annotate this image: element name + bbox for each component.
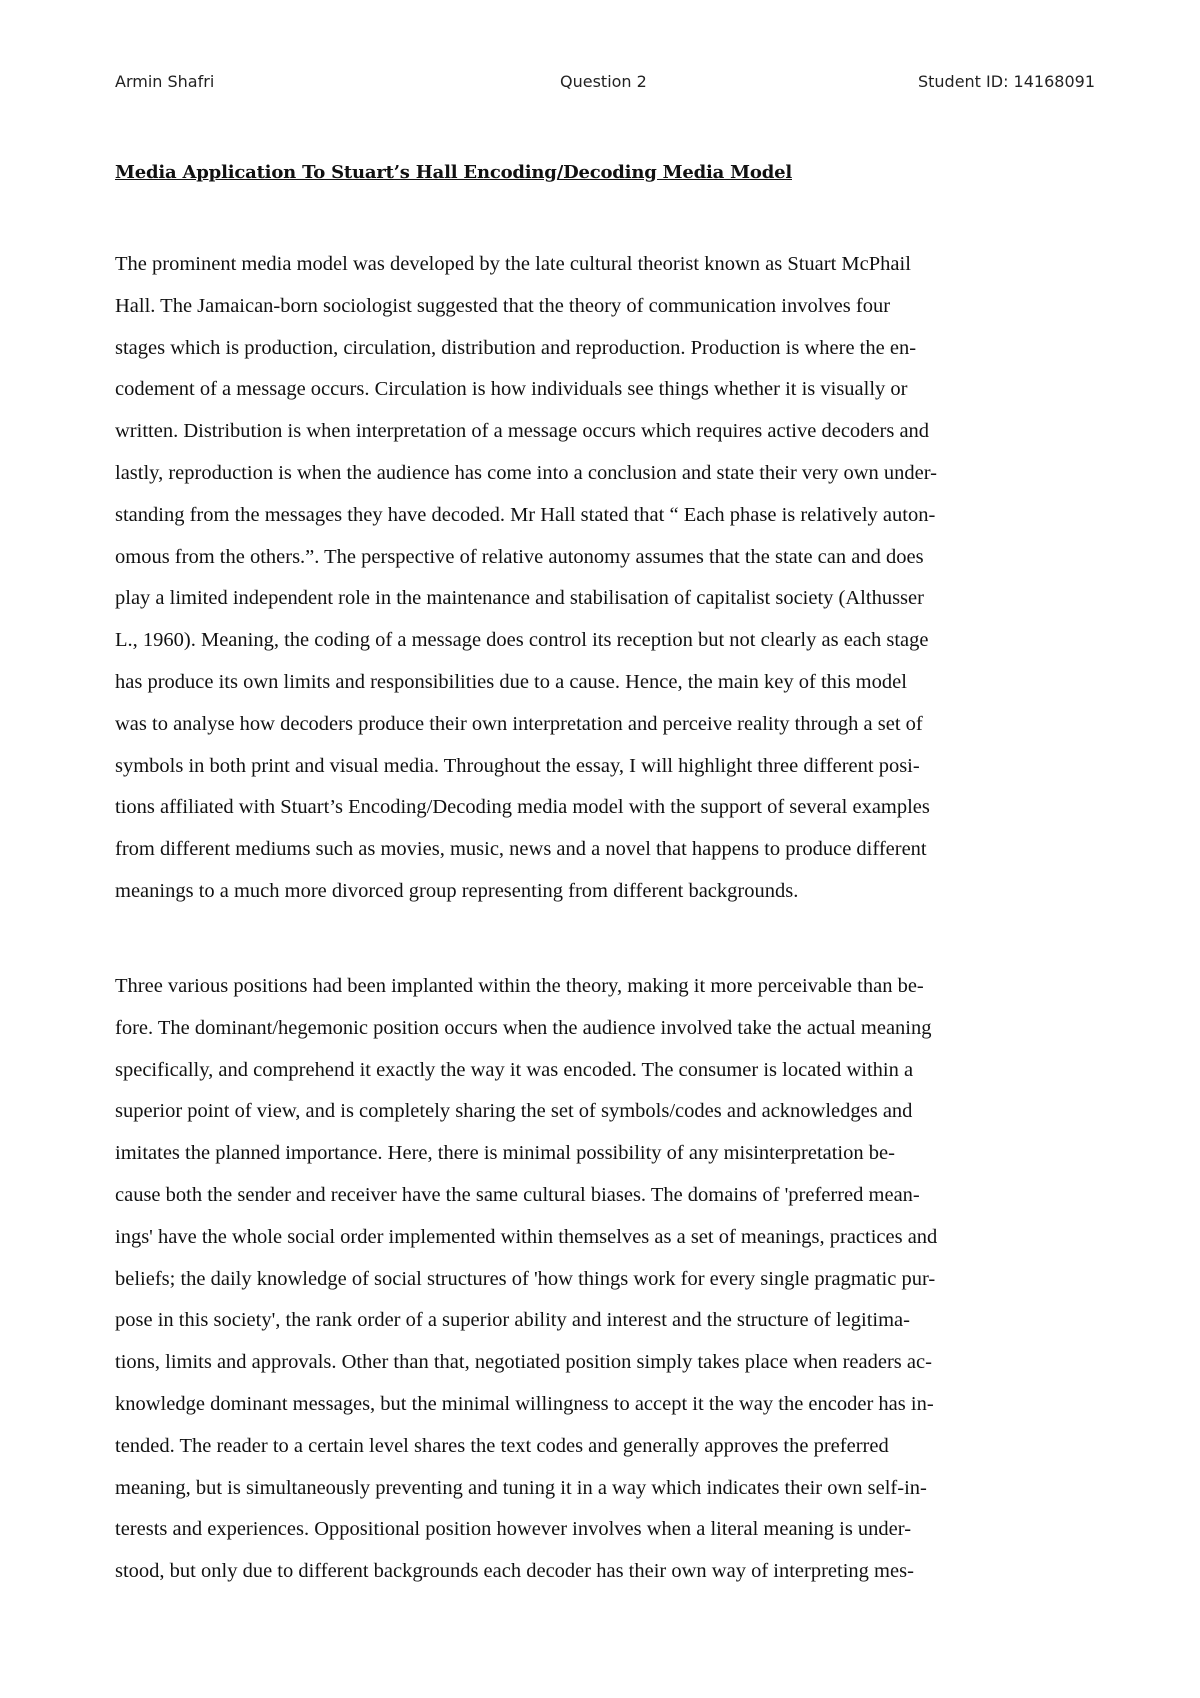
paragraph-2 <box>115 966 1115 1593</box>
page-header <box>115 72 1095 96</box>
paragraph-line: was to analyse how decoders produce their own interpretation and perceive reality through a set of <box>115 712 923 735</box>
header-question: Question 2 <box>560 72 647 91</box>
paragraph-line: pose in this society', the rank order of a superior ability and interest and the structure of legitima- <box>115 1309 910 1332</box>
paragraph-line: ings' have the whole social order implemented within themselves as a set of meanings, practices and <box>115 1225 938 1248</box>
header-student-id: Student ID: 14168091 <box>917 72 1095 91</box>
paragraph-line: codement of a message occurs. Circulation is how individuals see things whether it is visually or <box>115 378 908 401</box>
paragraph-line: superior point of view, and is completely sharing the set of symbols/codes and acknowledges and <box>115 1100 913 1123</box>
paragraph-line: stages which is production, circulation, distribution and reproduction. Production is where the en- <box>115 336 917 359</box>
paragraph-line: meaning, but is simultaneously preventing and tuning it in a way which indicates their own self-in- <box>115 1476 927 1499</box>
paragraph-line: meanings to a much more divorced group representing from different backgrounds. <box>115 879 799 902</box>
paragraph-line: play a limited independent role in the maintenance and stabilisation of capitalist society (Althusser <box>115 587 924 610</box>
document-title: Media Application To Stuart’s Hall Encoding/Decoding Media Model <box>115 162 792 183</box>
paragraph-line: The prominent media model was developed by the late cultural theorist known as Stuart McPhail <box>115 253 911 275</box>
paragraph-line: cause both the sender and receiver have the same cultural biases. The domains of 'preferred mean- <box>115 1183 920 1206</box>
paragraph-line: knowledge dominant messages, but the minimal willingness to accept it the way the encoder has in- <box>115 1392 934 1415</box>
paragraph-line: tions, limits and approvals. Other than that, negotiated position simply takes place when readers ac- <box>115 1351 932 1374</box>
paragraph-line: tions affiliated with Stuart’s Encoding/Decoding media model with the support of several examples <box>115 796 930 819</box>
paragraph-1 <box>115 244 1115 913</box>
paragraph-line: tended. The reader to a certain level shares the text codes and generally approves the preferred <box>115 1434 889 1457</box>
paragraph-line: from different mediums such as movies, music, news and a novel that happens to produce different <box>115 838 927 861</box>
paragraph-line: terests and experiences. Oppositional position however involves when a literal meaning is under- <box>115 1518 912 1541</box>
paragraph-line: Hall. The Jamaican-born sociologist suggested that the theory of communication involves four <box>115 294 891 317</box>
paragraph-line: lastly, reproduction is when the audience has come into a conclusion and state their very own under- <box>115 461 937 484</box>
paragraph-line: L., 1960). Meaning, the coding of a message does control its reception but not clearly as each stage <box>115 629 929 652</box>
paragraph-line: stood, but only due to different backgrounds each decoder has their own way of interpreting mes- <box>115 1560 914 1583</box>
paragraph-line: omous from the others.”. The perspective of relative autonomy assumes that the state can and does <box>115 545 924 568</box>
paragraph-line: standing from the messages they have decoded. Mr Hall stated that “ Each phase is relatively auton- <box>115 503 936 526</box>
paragraph-line: fore. The dominant/hegemonic position occurs when the audience involved take the actual meaning <box>115 1016 932 1039</box>
paragraph-line: symbols in both print and visual media. Throughout the essay, I will highlight three different posi- <box>115 754 920 777</box>
paragraph-line: specifically, and comprehend it exactly the way it was encoded. The consumer is located within a <box>115 1058 914 1081</box>
paragraph-line: written. Distribution is when interpretation of a message occurs which requires active decoders and <box>115 420 930 443</box>
paragraph-line: beliefs; the daily knowledge of social structures of 'how things work for every single pragmatic pur- <box>115 1267 936 1290</box>
paragraph-line: Three various positions had been implanted within the theory, making it more perceivable than be- <box>115 975 924 997</box>
header-author: Armin Shafri <box>115 72 215 91</box>
paragraph-line: imitates the planned importance. Here, there is minimal possibility of any misinterpretation be- <box>115 1142 895 1165</box>
paragraph-line: has produce its own limits and responsibilities due to a cause. Hence, the main key of this model <box>115 670 907 693</box>
